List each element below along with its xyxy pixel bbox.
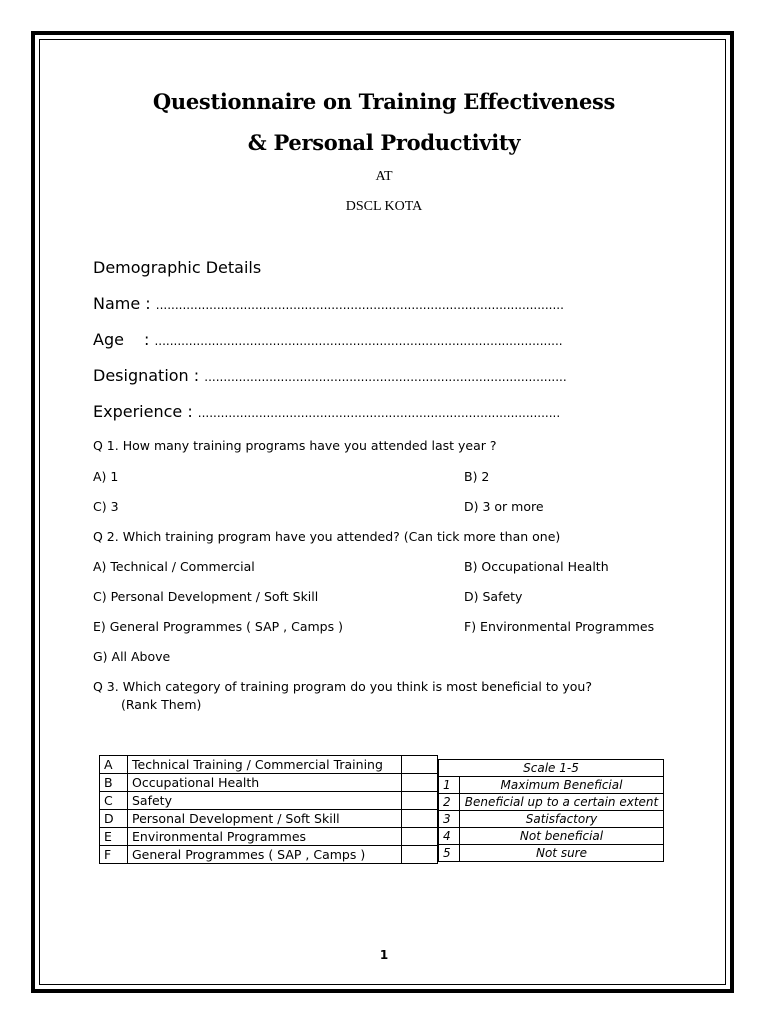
scale-number: 1	[439, 777, 460, 794]
scale-number: 3	[439, 811, 460, 828]
q1-option-b[interactable]: B) 2	[464, 469, 490, 484]
rank-row	[100, 810, 438, 828]
scale-row	[439, 828, 664, 845]
q2-option-f[interactable]: F) Environmental Programmes	[464, 619, 655, 634]
scale-number: 5	[439, 845, 460, 862]
rank-input-cell[interactable]	[402, 792, 438, 810]
scale-header-row	[439, 760, 664, 777]
experience-dots: ...............................................................................................	[197, 406, 561, 420]
rank-row	[100, 846, 438, 864]
name-field[interactable]	[93, 294, 564, 313]
scale-label: Beneficial up to a certain extent	[460, 794, 664, 811]
rank-label: Occupational Health	[128, 774, 402, 792]
designation-label: Designation :	[93, 366, 200, 385]
age-label: Age	[93, 330, 124, 349]
rank-input-cell[interactable]	[402, 774, 438, 792]
scale-number: 4	[439, 828, 460, 845]
age-field[interactable]	[93, 330, 563, 349]
rank-letter: A	[100, 756, 128, 774]
title-line-1: Questionnaire on Training Effectiveness	[152, 89, 616, 114]
at-label: AT	[375, 169, 393, 184]
q2-option-e[interactable]: E) General Programmes ( SAP , Camps )	[93, 619, 343, 634]
q2-option-b[interactable]: B) Occupational Health	[464, 559, 609, 574]
rank-label: Personal Development / Soft Skill	[128, 810, 402, 828]
rank-input-cell[interactable]	[402, 756, 438, 774]
designation-dots: ...............................................................................................	[204, 370, 567, 384]
experience-label: Experience :	[93, 402, 193, 421]
rank-letter: D	[100, 810, 128, 828]
name-dots: ...........................................................................................................	[155, 298, 564, 312]
rank-label: General Programmes ( SAP , Camps )	[128, 846, 402, 864]
rank-input-cell[interactable]	[402, 810, 438, 828]
q3-text: Q 3. Which category of training program do you think is most beneficial to you?	[93, 679, 592, 694]
rank-label: Safety	[128, 792, 402, 810]
scale-header: Scale 1-5	[439, 760, 664, 777]
scale-row	[439, 794, 664, 811]
scale-label: Not sure	[460, 845, 664, 862]
designation-field[interactable]	[93, 366, 567, 385]
rank-letter: E	[100, 828, 128, 846]
scale-label: Not beneficial	[460, 828, 664, 845]
rank-letter: B	[100, 774, 128, 792]
rank-row	[100, 756, 438, 774]
age-colon: :	[143, 330, 150, 349]
rank-table	[99, 755, 438, 864]
q2-option-c[interactable]: C) Personal Development / Soft Skill	[93, 589, 319, 604]
rank-row	[100, 774, 438, 792]
q3-subtext: (Rank Them)	[121, 697, 202, 712]
q2-option-a[interactable]: A) Technical / Commercial	[93, 559, 255, 574]
rank-label: Environmental Programmes	[128, 828, 402, 846]
q2-option-g[interactable]: G) All Above	[93, 649, 171, 664]
rank-row	[100, 792, 438, 810]
scale-row	[439, 811, 664, 828]
scale-label: Maximum Beneficial	[460, 777, 664, 794]
rank-letter: C	[100, 792, 128, 810]
scale-row	[439, 845, 664, 862]
rank-input-cell[interactable]	[402, 846, 438, 864]
page-number: 1	[379, 948, 389, 962]
q1-option-d[interactable]: D) 3 or more	[464, 499, 544, 514]
scale-row	[439, 777, 664, 794]
experience-field[interactable]	[93, 402, 560, 421]
name-label: Name :	[93, 294, 151, 313]
rank-letter: F	[100, 846, 128, 864]
scale-table	[438, 759, 664, 862]
q1-option-c[interactable]: C) 3	[93, 499, 119, 514]
org-label: DSCL KOTA	[345, 199, 423, 214]
rank-row	[100, 828, 438, 846]
title-line-2: & Personal Productivity	[247, 130, 521, 155]
q2-text: Q 2. Which training program have you attended? (Can tick more than one)	[93, 529, 561, 544]
rank-input-cell[interactable]	[402, 828, 438, 846]
scale-label: Satisfactory	[460, 811, 664, 828]
q1-option-a[interactable]: A) 1	[93, 469, 119, 484]
scale-number: 2	[439, 794, 460, 811]
age-dots: ...........................................................................................................	[154, 334, 563, 348]
q1-text: Q 1. How many training programs have you attended last year ?	[93, 438, 497, 453]
q2-option-d[interactable]: D) Safety	[464, 589, 523, 604]
rank-label: Technical Training / Commercial Training	[128, 756, 402, 774]
demographic-heading: Demographic Details	[93, 258, 262, 277]
